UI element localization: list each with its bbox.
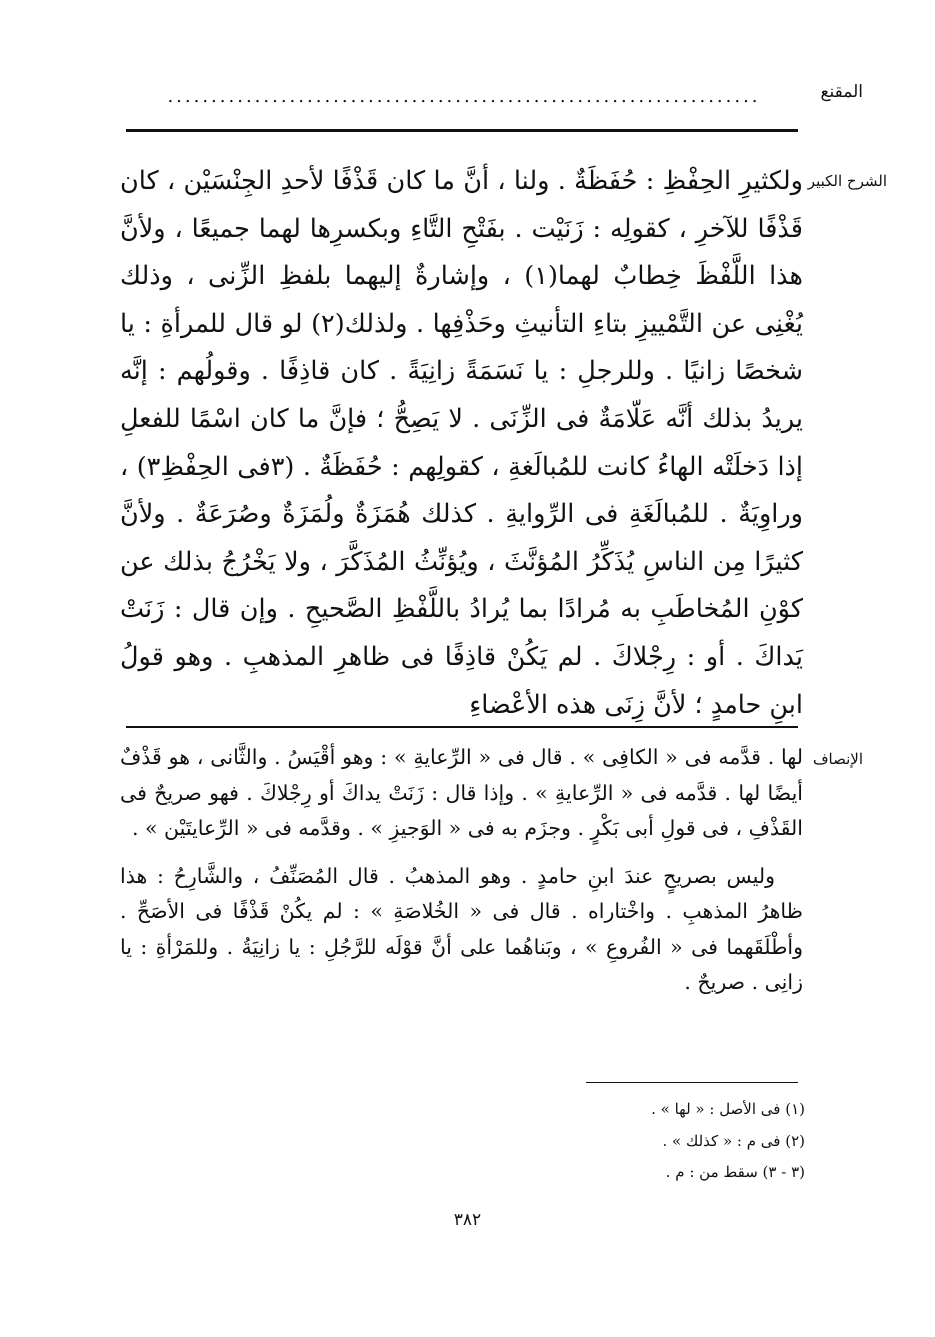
header-rule bbox=[126, 129, 798, 132]
sharh-paragraph: ولكثيرِ الحِفْظِ : حُفَظَةٌ . ولنا ، أنَّ ما كان قَذْفًا لأحدِ الجِنْسَيْن ، كان قَذْفًا للآخرِ ، كقولِه : زَنَيْت . بفَتْحِ التَّاءِ وبكسرِها لهما جميعًا ، ولأنَّ هذا اللَّفْظَ خِطابٌ لهما(١) ، وإشارةٌ إليهما بلفظِ الزِّنى ، وذلك يُغْنِى عن التَّمْييزِ بتاءِ التأنيثِ وحَذْفِها . ولذلك(٢) لو قال للمرأةِ : يا شخصًا زانيًا . وللرجلِ : يا نَسَمَةً زانِيَةً . كان قاذِفًا . وقولُهم : إنَّه يريدُ بذلك أنَّه عَلّامَةٌ فى الزِّنَى . لا يَصِحُّ ؛ فإنَّ ما كان اسْمًا للفعلِ إذا دَخلَتْه الهاءُ كانت للمُبالَغةِ ، كقولِهم : حُفَظَةٌ . (٣فى الحِفْظِ٣) ، وراوِيَةٌ . للمُبالَغَةِ فى الرِّوايةِ . كذلك هُمَزَةٌ ولُمَزَةٌ وصُرَعَةٌ . ولأنَّ كثيرًا مِن الناسِ يُذَكِّرُ المُؤنَّثَ ، ويُؤنِّثُ المُذَكَّرَ ، ولا يَخْرُجُ بذلك عن كوْنِ المُخاطَبِ به مُرادًا بما يُرادُ باللَّفْظِ الصَّحيحِ . وإن قال : زَنَتْ يَداكَ . أو : رِجْلاكَ . لم يَكُنْ قاذِفًا فى ظاهرِ المذهبِ . وهو قولُ ابنِ حامدٍ ؛ لأنَّ زِنَى هذه الأعْضاءِ bbox=[120, 166, 803, 720]
running-header-dots: .................................................................... bbox=[167, 86, 761, 106]
side-label-insaf: الإنصاف bbox=[812, 750, 863, 768]
footnotes bbox=[385, 1094, 805, 1189]
insaf-paragraph-1: لها . قدَّمه فى « الكافِى » . قال فى « الرِّعايةِ » : وهو أقْيَسُ . والثَّانى ، هو قَذْفٌ أيضًا لها . قدَّمه فى « الرِّعايةِ » . وإذا قال : زَنَتْ يداكَ أو رِجْلاكَ . فهو صريحٌ فى القَذْفِ ، فى قولِ أبى بَكْرٍ . وجزَم به فى « الوَجيزِ » . وقدَّمه فى « الرِّعايتَيْن » . bbox=[120, 745, 803, 840]
section-divider bbox=[126, 726, 798, 728]
footnote-2: (٢) فى م : « كذلك » . bbox=[662, 1131, 805, 1150]
page-number: ٣٨٢ bbox=[453, 1210, 482, 1230]
sharh-text-block bbox=[120, 158, 803, 729]
footnote-divider bbox=[586, 1082, 798, 1083]
side-label-sharh: الشرح الكبير bbox=[807, 172, 887, 190]
insaf-text-block bbox=[120, 740, 803, 1001]
insaf-paragraph-2: وليس بصريحٍ عندَ ابنِ حامدٍ . وهو المذهبُ . قال المُصَنِّفُ ، والشَّارِحُ : هذا ظاهرُ المذهبِ . واخْتاراه . قال فى « الخُلاصَةِ » : لم يكُنْ قَذْفًا فى الأصَحِّ . وأطْلَقَهما فى « الفُروعِ » ، وبَناهُما على أنَّ قوْلَه للرَّجُلِ : يا زانِيَةُ . وللمَرْأةِ : يا زانِى . صريحٌ . bbox=[120, 863, 803, 994]
footnote-3: (٣ - ٣) سقط من : م . bbox=[665, 1163, 805, 1181]
running-header-title: المقنع bbox=[820, 82, 863, 102]
footnote-1: (١) فى الأصل : « لها » . bbox=[651, 1100, 805, 1118]
